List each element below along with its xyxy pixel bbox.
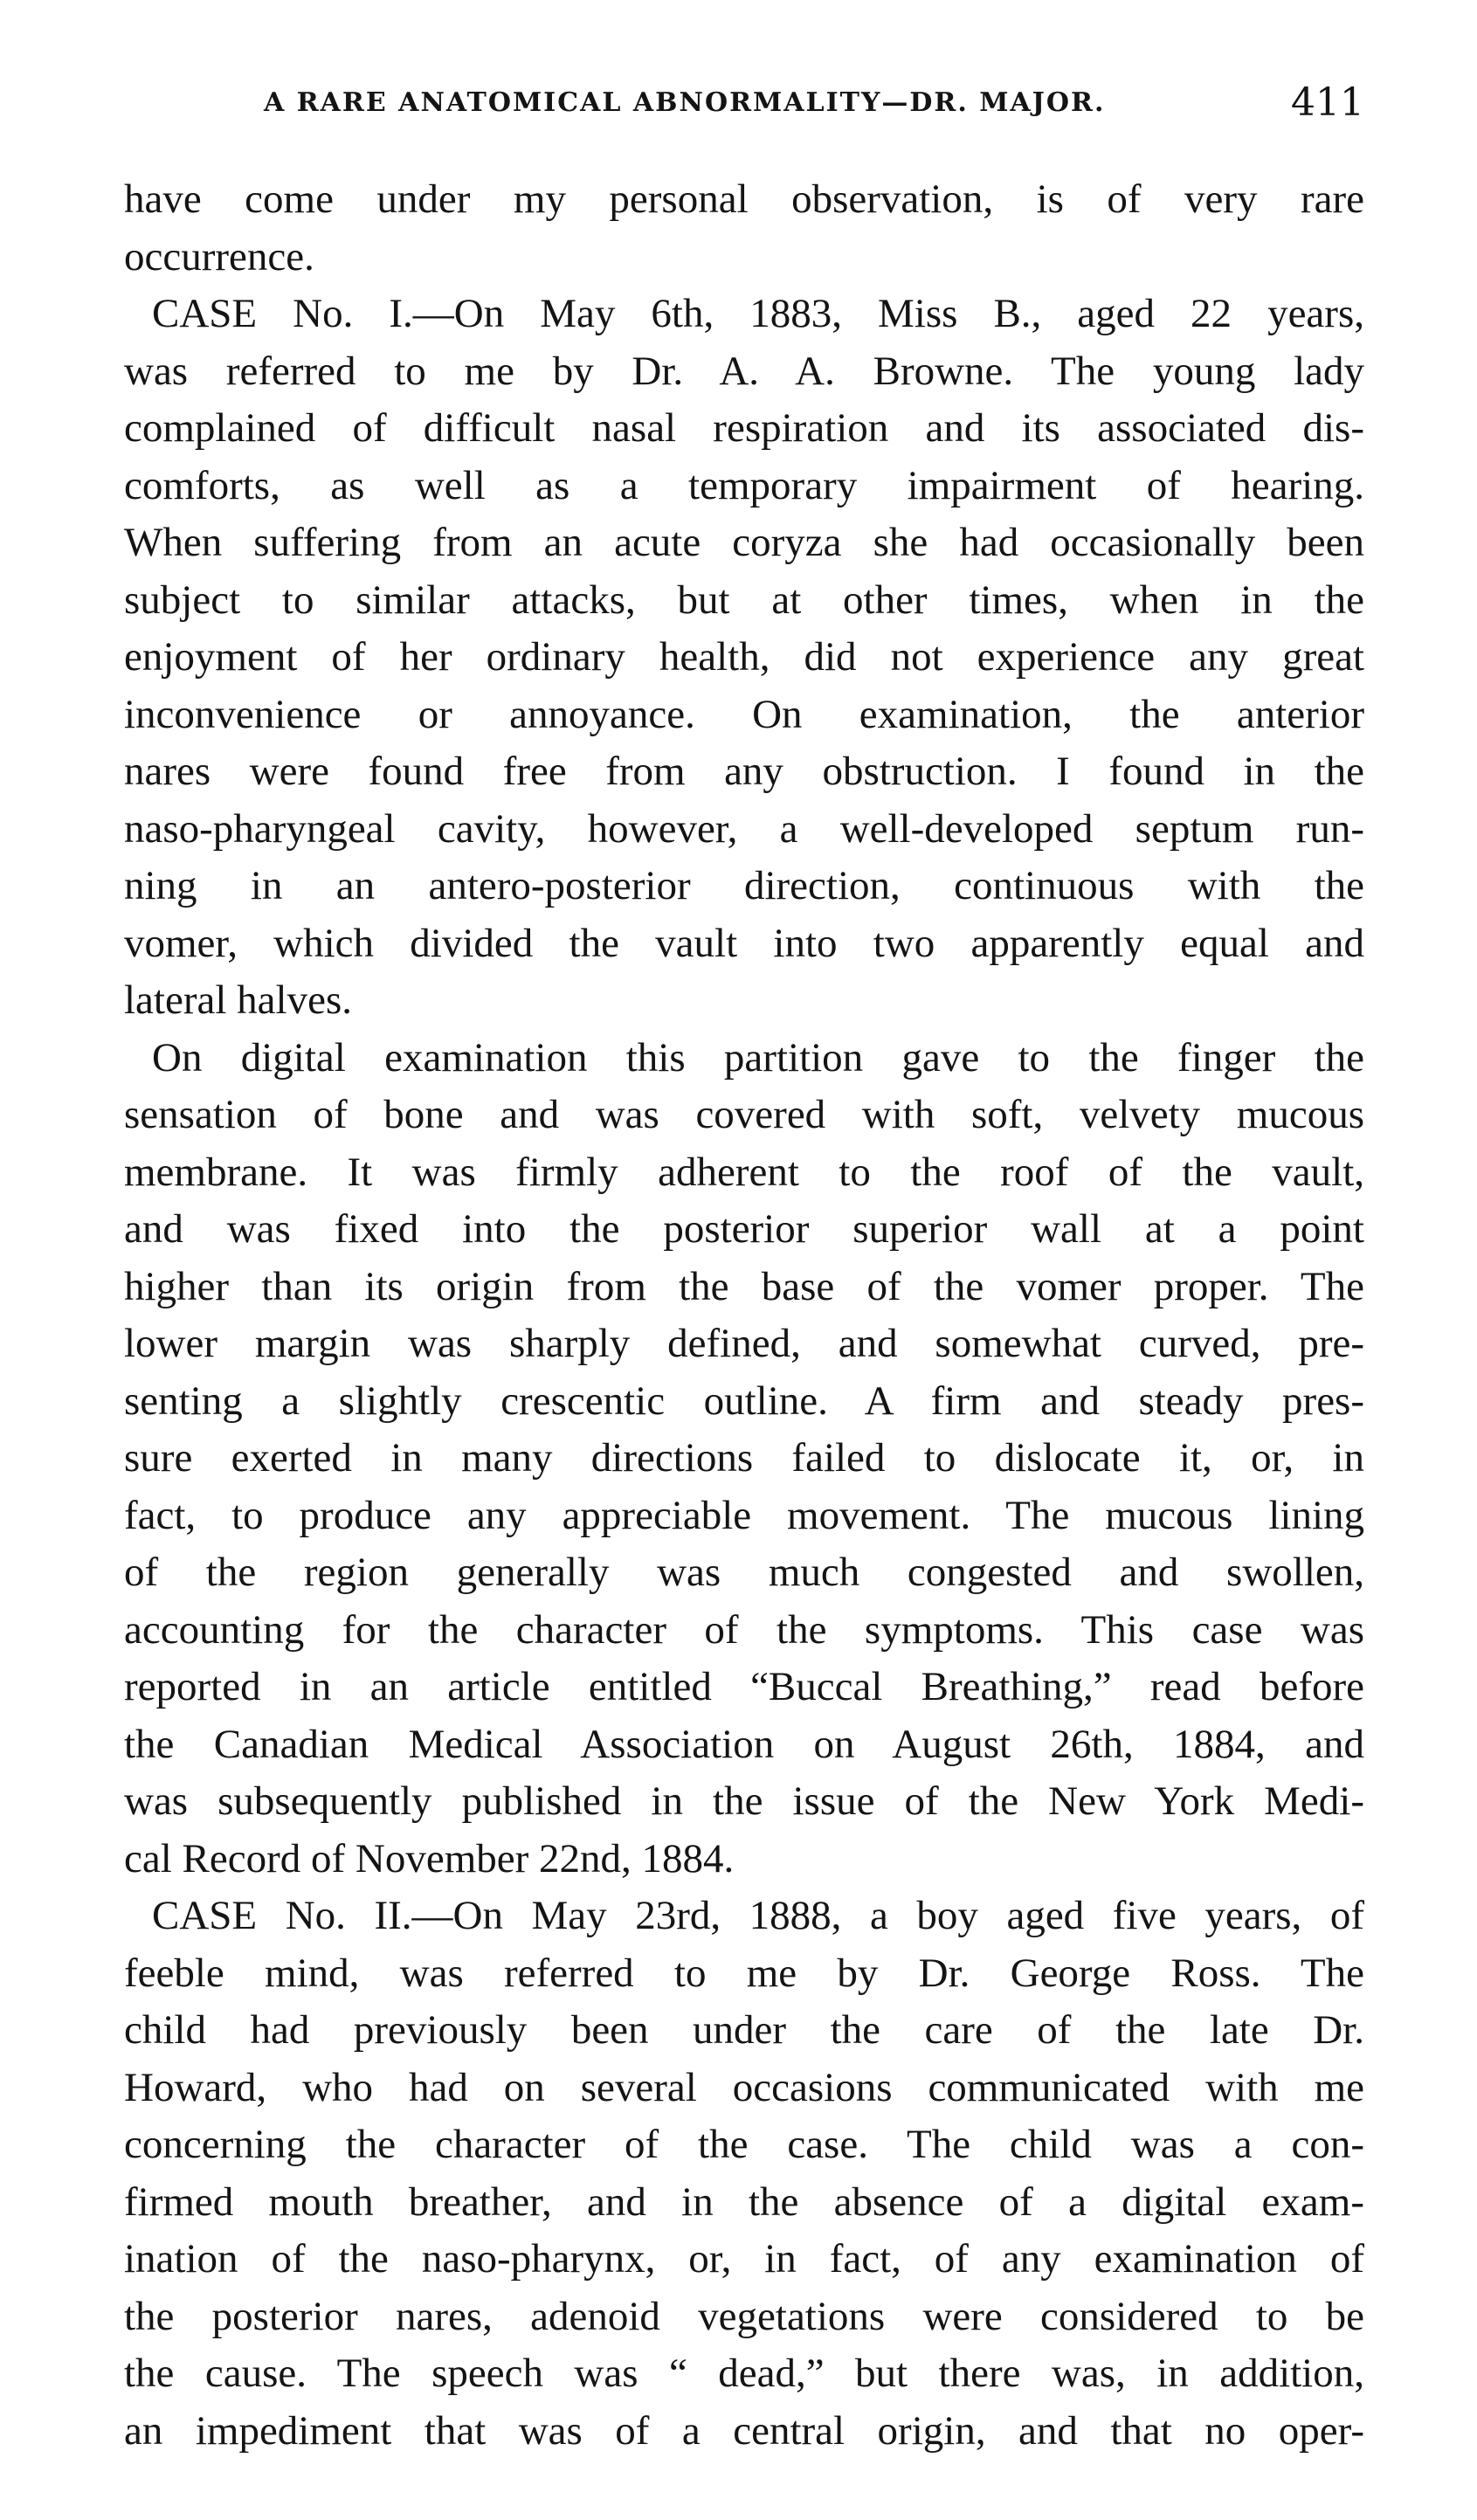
text-line: accounting for the character of the symptoms. This case was [124,1606,1364,1653]
text-line: and was fixed into the posterior superior wall at a point [124,1206,1364,1252]
text-line: Howard, who had on several occasions communicated with me [124,2064,1364,2110]
text-line: vomer, which divided the vault into two apparently equal and [124,920,1364,966]
paragraph-case-2 [124,1888,1364,2460]
text-line: the Canadian Medical Association on August 26th, 1884, and [124,1721,1364,1767]
text-line: CASE No. I.—On May 6th, 1883, Miss B., aged 22 years, [152,291,1364,336]
text-line: higher than its origin from the base of the vomer proper. The [124,1263,1364,1309]
running-title: A RARE ANATOMICAL ABNORMALITY—DR. MAJOR. [264,87,1106,118]
text-line: cal Record of November 22nd, 1884. [124,1835,735,1881]
text-line: nares were found free from any obstruction. I found in the [124,749,1364,794]
text-line: On digital examination this partition gave to the finger the [152,1034,1364,1080]
text-line: CASE No. II.—On May 23rd, 1888, a boy aged five years, of [152,1893,1364,1938]
text-line: lower margin was sharply defined, and somewhat curved, pre- [124,1321,1364,1366]
text-line: ning in an antero-posterior direction, continuous with the [124,863,1364,908]
text-line: have come under my personal observation, is of very rare [124,176,1364,222]
text-line: reported in an article entitled “Buccal Breathing,” read before [124,1664,1364,1709]
paragraph-digital-examination [124,1030,1364,1888]
text-line: ination of the naso-pharynx, or, in fact, of any examination of [124,2236,1364,2282]
text-line: enjoyment of her ordinary health, did not experience any great [124,634,1364,680]
text-line: was referred to me by Dr. A. A. Browne. The young lady [124,348,1364,394]
text-line: lateral halves. [124,977,352,1023]
paragraph-case-1 [124,286,1364,1030]
text-line: membrane. It was firmly adherent to the roof of the vault, [124,1149,1364,1195]
text-line: complained of difficult nasal respiration and its associated dis- [124,405,1364,451]
text-line: inconvenience or annoyance. On examination, the anterior [124,691,1364,737]
text-line: subject to similar attacks, but at other times, when in the [124,576,1364,623]
text-line: child had previously been under the care of the late Dr. [124,2007,1364,2053]
text-line: an impediment that was of a central origin, and that no oper- [124,2407,1364,2454]
text-line: comforts, as well as a temporary impairment of hearing. [124,462,1364,508]
paragraph-continuation [124,171,1364,286]
text-line: occurrence. [124,233,314,280]
text-line: naso-pharyngeal cavity, however, a well-developed septum run- [124,805,1364,852]
text-line: fact, to produce any appreciable movement. The mucous lining [124,1492,1364,1538]
text-line: concerning the character of the case. The child was a con- [124,2122,1364,2167]
page-number: 411 [1291,80,1364,125]
text-line: feeble mind, was referred to me by Dr. George Ross. The [124,1950,1364,1996]
text-line: was subsequently published in the issue of the New York Medi- [124,1778,1364,1824]
text-line: sure exerted in many directions failed to dislocate it, or, in [124,1435,1364,1481]
text-line: When suffering from an acute coryza she had occasionally been [124,520,1364,565]
text-line: sensation of bone and was covered with soft, velvety mucous [124,1092,1364,1137]
text-line: the posterior nares, adenoid vegetations were considered to be [124,2293,1364,2339]
text-line: of the region generally was much congested and swollen, [124,1550,1364,1595]
text-line: the cause. The speech was “ dead,” but there was, in addition, [124,2351,1364,2396]
body-text [124,171,1364,2460]
text-line: firmed mouth breather, and in the absence of a digital exam- [124,2178,1364,2225]
text-line: senting a slightly crescentic outline. A firm and steady pres- [124,1377,1364,1424]
running-header [124,80,1364,133]
